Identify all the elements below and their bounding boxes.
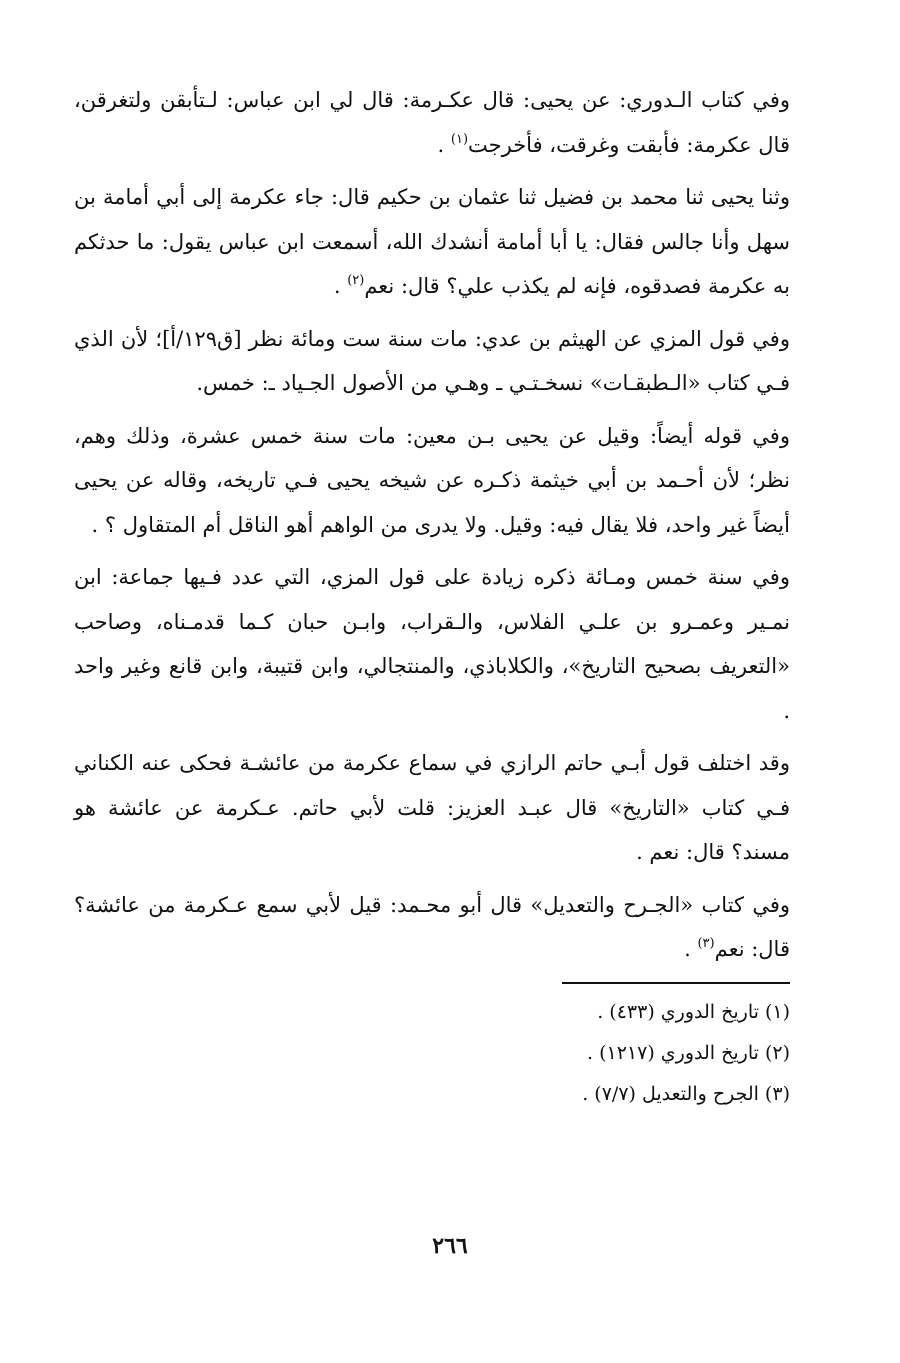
paragraph-text: وفي قول المزي عن الهيثم بن عدي: مات سنة ست ومائة نظر [ق١٢٩/أ]؛ لأن الذي فـي كتاب «الـطبقـات» نسخـتـي ـ وهـي من الأصول الجـياد ـ: خمس. bbox=[74, 326, 790, 395]
footnote-2: (٢) تاريخ الدوري (١٢١٧) . bbox=[587, 1041, 790, 1064]
paragraph-text: وفي سنة خمس ومـائة ذكره زيادة على قول المزي، التي عدد فـيها جماعة: ابن نمـير وعمـرو بن علـي الفلاس، والـقراب، وابـن حبان كـما قدمـناه، وصاحب «التعريف بصحيح التاريخ»، والكلاباذي، والمنتجالي، وابن قتيبة، وابن قانع وغير واحد . bbox=[74, 565, 790, 723]
paragraph-4 bbox=[74, 414, 790, 548]
body-text bbox=[74, 78, 790, 972]
footnote-3: (٣) الجرح والتعديل (٧/٧) . bbox=[582, 1082, 790, 1105]
paragraph-text: وفي كتاب الـدوري: عن يحيى: قال عكـرمة: قال لي ابن عباس: لـتأبقن ولتغرقن، قال عكرمة: فأبقت وغرقت، فأخرجت bbox=[74, 88, 790, 157]
paragraph-tail: . bbox=[684, 937, 698, 961]
paragraph-1 bbox=[74, 78, 790, 167]
paragraph-text: وثنا يحيى ثنا محمد بن فضيل ثنا عثمان بن حكيم قال: جاء عكرمة إلى أبي أمامة بن سهل وأنا جالس فقال: يا أبا أمامة أنشدك الله، أسمعت ابن عباس يقول: ما حدثكم به عكرمة فصدقوه، فإنه لم يكذب علي؟ قال: نعم bbox=[74, 185, 790, 298]
paragraph-text: وفي قوله أيضاً: وقيل عن يحيى بـن معين: مات سنة خمس عشرة، وذلك وهم، نظر؛ لأن أحـمد بن أبي خيثمة ذكـره عن شيخه يحيى فـي تاريخه، وقاله عن يحيى أيضاً غير واحد، فلا يقال فيه: وقيل. ولا يدرى من الواهم أهو الناقل أم المتقاول ؟ . bbox=[74, 423, 790, 537]
footnote-ref: (٢) bbox=[347, 272, 365, 288]
page-number: ٢٦٦ bbox=[432, 1233, 468, 1259]
footnote-ref: (١) bbox=[450, 131, 469, 147]
footnotes bbox=[74, 992, 790, 1115]
footnote-divider bbox=[562, 982, 790, 984]
paragraph-3 bbox=[74, 317, 790, 406]
paragraph-2 bbox=[74, 175, 790, 309]
paragraph-6 bbox=[74, 741, 790, 875]
footnote-ref: (٣) bbox=[697, 935, 715, 951]
footnote-1: (١) تاريخ الدوري (٤٣٣) . bbox=[597, 1000, 790, 1023]
paragraph-text: وقد اختلف قول أبـي حاتم الرازي في سماع عكرمة من عائشـة فحكى عنه الكناني فـي كتاب «التاريخ» قال عبـد العزيز: قلت لأبي حاتم. عـكرمة عن عائشة هو مسند؟ قال: نعم . bbox=[74, 751, 790, 864]
paragraph-7 bbox=[74, 883, 790, 972]
paragraph-tail: . bbox=[437, 132, 451, 157]
paragraph-text: وفي كتاب «الجـرح والتعديل» قال أبو محـمد: قيل لأبي سمع عـكرمة من عائشة؟ قال: نعم bbox=[74, 892, 790, 961]
paragraph-tail: . bbox=[333, 274, 348, 298]
paragraph-5 bbox=[74, 555, 790, 733]
